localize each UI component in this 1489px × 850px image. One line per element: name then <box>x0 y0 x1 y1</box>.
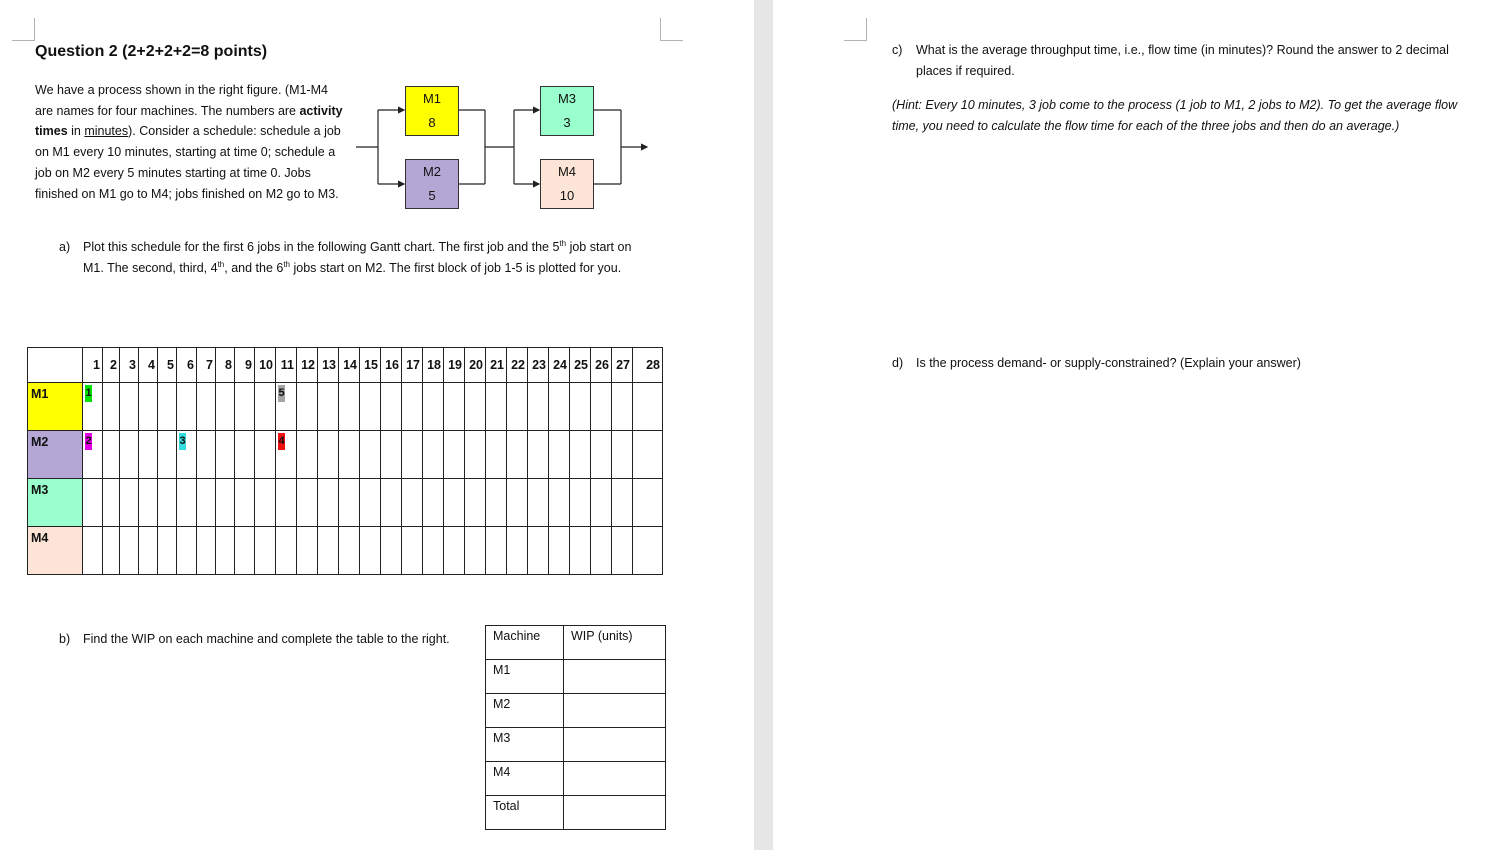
question-title: Question 2 (2+2+2+2=8 points) <box>35 43 268 60</box>
machine-m2-box <box>405 159 459 209</box>
table-row <box>486 796 666 830</box>
machine-name: M1 <box>422 91 442 106</box>
job-block: 4 <box>278 433 285 450</box>
gantt-cell[interactable] <box>528 527 549 575</box>
gantt-cell[interactable] <box>465 431 486 479</box>
gantt-cell[interactable] <box>318 431 339 479</box>
part-c-label: c) <box>892 43 903 57</box>
gantt-cell[interactable] <box>402 431 423 479</box>
gantt-cell[interactable] <box>360 527 381 575</box>
gantt-cell[interactable] <box>381 479 402 527</box>
gantt-cell[interactable] <box>120 479 139 527</box>
gantt-time-label: 15 <box>360 348 381 383</box>
right-page <box>773 0 1489 850</box>
gantt-cell[interactable] <box>255 527 276 575</box>
question-intro: We have a process shown in the right figure. (M1-M4 are names for four machines. The numbers are activity times in minutes). Consider a schedule: schedule a job on M1 every 10 minutes, starting at time 0; schedule a job on M2 every 5 minutes starting at time 0. Jobs finished on M1 go to M4; jobs finished on M2 go to M3. <box>35 83 343 201</box>
gantt-cell[interactable] <box>255 383 276 431</box>
gantt-time-label: 23 <box>528 348 549 383</box>
gantt-cell[interactable] <box>507 479 528 527</box>
part-d-text: Is the process demand- or supply-constrained? (Explain your answer) <box>916 356 1301 370</box>
part-d-label: d) <box>892 356 904 370</box>
gantt-time-label: 20 <box>465 348 486 383</box>
gantt-time-label: 13 <box>318 348 339 383</box>
gantt-cell[interactable] <box>507 527 528 575</box>
wip-table <box>485 625 666 830</box>
machine-time: 5 <box>428 188 436 203</box>
gantt-cell[interactable] <box>158 383 177 431</box>
gantt-cell[interactable] <box>255 431 276 479</box>
gantt-time-label: 8 <box>216 348 235 383</box>
wip-machine-cell: Total <box>486 796 564 830</box>
table-row <box>486 660 666 694</box>
gantt-time-label: 10 <box>255 348 276 383</box>
gantt-cell[interactable] <box>444 479 465 527</box>
gantt-cell[interactable] <box>402 479 423 527</box>
gantt-cell[interactable] <box>507 431 528 479</box>
gantt-cell[interactable] <box>139 527 158 575</box>
gantt-cell[interactable] <box>139 431 158 479</box>
machine-name: M2 <box>422 164 442 179</box>
gantt-cell[interactable] <box>197 431 216 479</box>
gantt-time-label: 26 <box>591 348 612 383</box>
gantt-cell[interactable] <box>612 527 633 575</box>
job-block: 2 <box>85 433 92 450</box>
gantt-cell[interactable] <box>423 431 444 479</box>
wip-machine-cell: M4 <box>486 762 564 796</box>
gantt-cell[interactable] <box>570 527 591 575</box>
gantt-row-label: M4 <box>28 527 83 575</box>
gantt-corner <box>28 348 83 383</box>
gantt-cell[interactable] <box>423 383 444 431</box>
gantt-time-label: 25 <box>570 348 591 383</box>
gantt-cell[interactable] <box>612 431 633 479</box>
wip-machine-cell: M2 <box>486 694 564 728</box>
gantt-cell[interactable] <box>297 383 318 431</box>
gantt-chart <box>27 347 663 575</box>
gantt-cell[interactable] <box>276 479 297 527</box>
gantt-cell[interactable] <box>297 527 318 575</box>
gantt-cell[interactable] <box>339 527 360 575</box>
gantt-cell[interactable] <box>423 479 444 527</box>
gantt-cell[interactable] <box>158 431 177 479</box>
gantt-time-label: 7 <box>197 348 216 383</box>
gantt-cell[interactable] <box>103 383 120 431</box>
gantt-time-label: 5 <box>158 348 177 383</box>
gantt-cell[interactable] <box>318 479 339 527</box>
gantt-time-label: 16 <box>381 348 402 383</box>
gantt-cell[interactable] <box>235 527 255 575</box>
gantt-cell[interactable] <box>591 479 612 527</box>
gantt-row-m3 <box>28 479 663 527</box>
gantt-cell[interactable] <box>83 383 103 431</box>
machine-name: M4 <box>557 164 577 179</box>
gantt-cell[interactable] <box>103 479 120 527</box>
gantt-cell[interactable] <box>216 431 235 479</box>
gantt-row-label: M3 <box>28 479 83 527</box>
gantt-cell[interactable] <box>276 527 297 575</box>
wip-value-cell[interactable] <box>564 728 666 762</box>
process-flow-lines <box>0 0 754 230</box>
job-block: 5 <box>278 385 285 402</box>
gantt-cell[interactable] <box>216 527 235 575</box>
gantt-cell[interactable] <box>276 431 297 479</box>
gantt-cell[interactable] <box>402 383 423 431</box>
gantt-cell[interactable] <box>444 383 465 431</box>
machine-m4-box <box>540 159 594 209</box>
gantt-cell[interactable] <box>83 431 103 479</box>
part-a-label: a) <box>59 240 71 254</box>
gantt-cell[interactable] <box>486 383 507 431</box>
gantt-cell[interactable] <box>83 527 103 575</box>
gantt-cell[interactable] <box>360 431 381 479</box>
crop-mark <box>844 18 867 41</box>
gantt-cell[interactable] <box>549 479 570 527</box>
gantt-cell[interactable] <box>486 431 507 479</box>
gantt-cell[interactable] <box>318 383 339 431</box>
gantt-cell[interactable] <box>318 527 339 575</box>
gantt-cell[interactable] <box>444 431 465 479</box>
gantt-cell[interactable] <box>486 527 507 575</box>
gantt-time-label: 24 <box>549 348 570 383</box>
machine-time: 8 <box>428 115 436 130</box>
gantt-time-label: 21 <box>486 348 507 383</box>
gantt-cell[interactable] <box>158 479 177 527</box>
gantt-time-label: 19 <box>444 348 465 383</box>
gantt-cell[interactable] <box>528 479 549 527</box>
wip-header-units: WIP (units) <box>564 626 666 660</box>
table-row <box>486 694 666 728</box>
gantt-time-label: 2 <box>103 348 120 383</box>
gantt-cell[interactable] <box>177 383 197 431</box>
part-c-text: What is the average throughput time, i.e., flow time (in minutes)? Round the answer to 2 decimal places if required. <box>916 43 1449 78</box>
gantt-cell[interactable] <box>255 479 276 527</box>
gantt-cell[interactable] <box>158 527 177 575</box>
gantt-row-m4 <box>28 527 663 575</box>
gantt-cell[interactable] <box>591 431 612 479</box>
gantt-cell[interactable] <box>633 383 663 431</box>
wip-machine-cell: M1 <box>486 660 564 694</box>
gantt-cell[interactable] <box>402 527 423 575</box>
gantt-time-label: 3 <box>120 348 139 383</box>
gantt-time-label: 12 <box>297 348 318 383</box>
machine-name: M3 <box>557 91 577 106</box>
gantt-cell[interactable] <box>570 383 591 431</box>
part-b-label: b) <box>59 632 71 646</box>
gantt-time-label: 22 <box>507 348 528 383</box>
gantt-time-label: 14 <box>339 348 360 383</box>
part-a-text: Plot this schedule for the first 6 jobs in the following Gantt chart. The first job and the 5th job start on M1. The second, third, 4th, and the 6th jobs start on M2. The first block of job 1-5 is plotted for you. <box>83 238 632 275</box>
gantt-cell[interactable] <box>339 383 360 431</box>
gantt-cell[interactable] <box>570 479 591 527</box>
gantt-header-row <box>28 348 663 383</box>
gantt-row-label: M1 <box>28 383 83 431</box>
gantt-cell[interactable] <box>139 479 158 527</box>
gantt-cell[interactable] <box>103 431 120 479</box>
gantt-time-label: 18 <box>423 348 444 383</box>
gantt-row-m2 <box>28 431 663 479</box>
gantt-cell[interactable] <box>83 479 103 527</box>
gantt-cell[interactable] <box>197 479 216 527</box>
gantt-time-label: 27 <box>612 348 633 383</box>
gantt-cell[interactable] <box>276 383 297 431</box>
gantt-cell[interactable] <box>549 431 570 479</box>
gantt-cell[interactable] <box>235 383 255 431</box>
wip-value-cell[interactable] <box>564 694 666 728</box>
gantt-cell[interactable] <box>612 383 633 431</box>
gantt-cell[interactable] <box>591 383 612 431</box>
gantt-cell[interactable] <box>486 479 507 527</box>
gantt-cell[interactable] <box>235 479 255 527</box>
gantt-cell[interactable] <box>120 431 139 479</box>
gantt-cell[interactable] <box>120 527 139 575</box>
gantt-cell[interactable] <box>139 383 158 431</box>
gantt-cell[interactable] <box>528 431 549 479</box>
part-c-hint: (Hint: Every 10 minutes, 3 job come to the process (1 job to M1, 2 jobs to M2). To get the average flow time, you need to calculate the flow time for each of the three jobs and then do an average.) <box>892 98 1458 133</box>
gantt-cell[interactable] <box>423 527 444 575</box>
gantt-cell[interactable] <box>528 383 549 431</box>
wip-value-cell[interactable] <box>564 660 666 694</box>
gantt-cell[interactable] <box>633 479 663 527</box>
machine-time: 3 <box>563 115 571 130</box>
gantt-cell[interactable] <box>297 431 318 479</box>
gantt-cell[interactable] <box>177 527 197 575</box>
gantt-cell[interactable] <box>120 383 139 431</box>
gantt-cell[interactable] <box>339 431 360 479</box>
gantt-cell[interactable] <box>570 431 591 479</box>
gantt-cell[interactable] <box>507 383 528 431</box>
gantt-cell[interactable] <box>549 527 570 575</box>
job-block: 3 <box>179 433 186 450</box>
job-block: 1 <box>85 385 92 402</box>
gantt-cell[interactable] <box>177 431 197 479</box>
wip-header-machine: Machine <box>486 626 564 660</box>
gantt-time-label: 9 <box>235 348 255 383</box>
gantt-cell[interactable] <box>465 527 486 575</box>
gantt-cell[interactable] <box>612 479 633 527</box>
gantt-cell[interactable] <box>360 383 381 431</box>
gantt-cell[interactable] <box>591 527 612 575</box>
gantt-cell[interactable] <box>235 431 255 479</box>
gantt-cell[interactable] <box>197 527 216 575</box>
machine-m3-box <box>540 86 594 136</box>
machine-m1-box <box>405 86 459 136</box>
part-b-text: Find the WIP on each machine and complete the table to the right. <box>83 632 450 646</box>
gantt-cell[interactable] <box>549 383 570 431</box>
gantt-cell[interactable] <box>297 479 318 527</box>
gantt-time-label: 4 <box>139 348 158 383</box>
gantt-cell[interactable] <box>444 527 465 575</box>
gantt-row-label: M2 <box>28 431 83 479</box>
gantt-cell[interactable] <box>633 527 663 575</box>
gantt-cell[interactable] <box>381 383 402 431</box>
wip-value-cell[interactable] <box>564 796 666 830</box>
machine-time: 10 <box>559 188 575 203</box>
page-gutter <box>754 0 773 850</box>
gantt-row-m1 <box>28 383 663 431</box>
gantt-cell[interactable] <box>360 479 381 527</box>
gantt-time-label: 28 <box>633 348 663 383</box>
gantt-time-label: 6 <box>177 348 197 383</box>
gantt-cell[interactable] <box>216 383 235 431</box>
gantt-time-label: 11 <box>276 348 297 383</box>
wip-value-cell[interactable] <box>564 762 666 796</box>
wip-machine-cell: M3 <box>486 728 564 762</box>
gantt-cell[interactable] <box>197 383 216 431</box>
table-row <box>486 762 666 796</box>
gantt-cell[interactable] <box>216 479 235 527</box>
gantt-cell[interactable] <box>177 479 197 527</box>
gantt-cell[interactable] <box>465 383 486 431</box>
gantt-time-label: 1 <box>83 348 103 383</box>
gantt-cell[interactable] <box>339 479 360 527</box>
gantt-cell[interactable] <box>465 479 486 527</box>
table-row <box>486 728 666 762</box>
gantt-cell[interactable] <box>381 431 402 479</box>
gantt-cell[interactable] <box>381 527 402 575</box>
gantt-cell[interactable] <box>103 527 120 575</box>
gantt-time-label: 17 <box>402 348 423 383</box>
gantt-cell[interactable] <box>633 431 663 479</box>
